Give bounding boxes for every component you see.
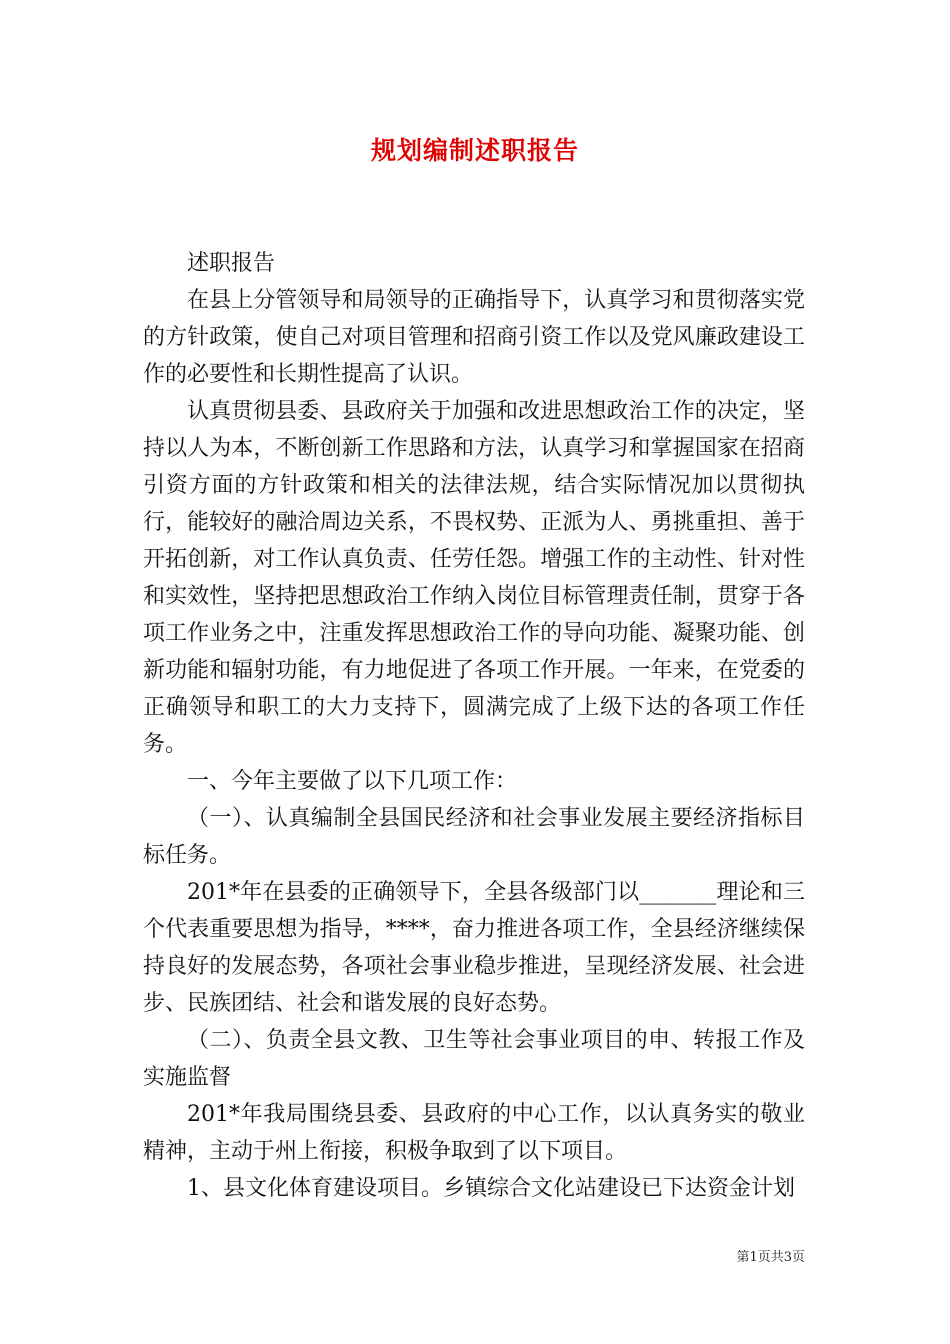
document-title: 规划编制述职报告 [370,136,579,165]
paragraph-4: 201*年我局围绕县委、县政府的中心工作，以认真务实的敬业精神，主动于州上衔接，积极争取到了以下项目。 [143,1102,805,1164]
paragraph-1: 在县上分管领导和局领导的正确指导下，认真学习和贯彻落实党的方针政策，使自己对项目管理和招商引资工作以及党风廉政建设工作的必要性和长期性提高了认识。 [143,288,805,387]
paragraph-3: 201*年在县委的正确领导下，全县各级部门以_______理论和三个代表重要思想为指导，****，奋力推进各项工作，全县经济继续保持良好的发展态势，各项社会事业稳步推进，呈现经济发展、社会进步、民族团结、社会和谐发展的良好态势。 [143,880,805,1016]
subsection-heading-1: （一）、认真编制全县国民经济和社会事业发展主要经济指标目标任务。 [143,806,805,868]
section-heading-1: 一、今年主要做了以下几项工作： [187,769,518,794]
paragraph-2: 认真贯彻县委、县政府关于加强和改进思想政治工作的决定，坚持以人为本，不断创新工作思路和方法，认真学习和掌握国家在招商引资方面的方针政策和相关的法律法规，结合实际情况加以贯彻执行，能较好的融洽周边关系，不畏权势、正派为人、勇挑重担、善于开拓创新，对工作认真负责、任劳任怨。增强工作的主动性、针对性和实效性，坚持把思想政治工作纳入岗位目标管理责任制，贯穿于各项工作业务之中，注重发挥思想政治工作的导向功能、凝聚功能、创新功能和辐射功能，有力地促进了各项工作开展。一年来，在党委的正确领导和职工的大力支持下，圆满完成了上级下达的各项工作任务。 [143,399,805,757]
paragraph-heading: 述职报告 [187,251,276,276]
paragraph-5: 1、县文化体育建设项目。乡镇综合文化站建设已下达资金计划 [187,1176,795,1201]
subsection-heading-2: （二）、负责全县文教、卫生等社会事业项目的申、转报工作及实施监督 [143,1028,805,1090]
page-number: 第1页共3页 [736,1250,805,1265]
document-body [143,245,805,1207]
